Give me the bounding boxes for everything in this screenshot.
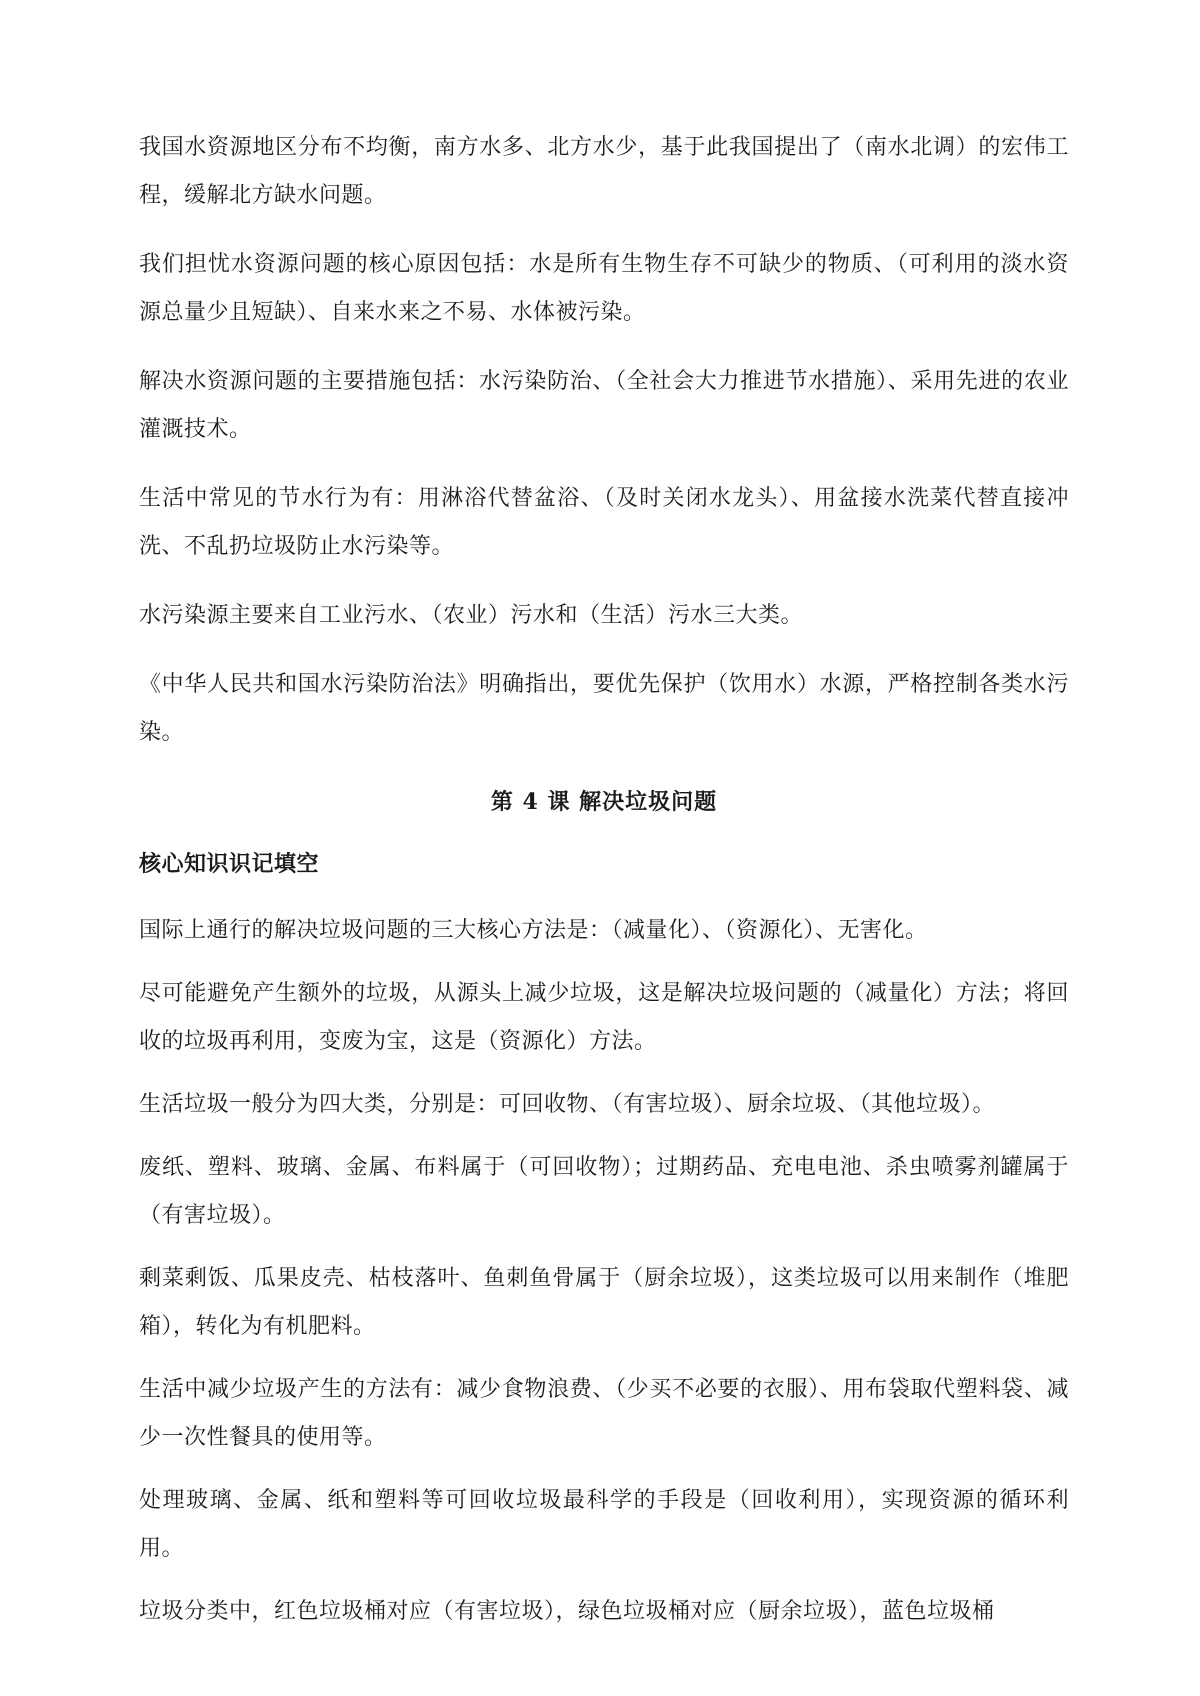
paragraph-water-measures: 解决水资源问题的主要措施包括：水污染防治、（全社会大力推进节水措施）、采用先进的农业灌溉技术。 [139,369,1069,442]
paragraph-reduce-waste: 生活中减少垃圾产生的方法有：减少食物浪费、（少买不必要的衣服）、用布袋取代塑料袋、减少一次性餐具的使用等。 [139,1377,1069,1450]
paragraph-pollution-law: 《中华人民共和国水污染防治法》明确指出，要优先保护（饮用水）水源，严格控制各类水污染。 [139,672,1069,745]
paragraph-bin-colors: 垃圾分类中，红色垃圾桶对应（有害垃圾），绿色垃圾桶对应（厨余垃圾），蓝色垃圾桶 [139,1599,995,1624]
paragraph-water-concern: 我们担忧水资源问题的核心原因包括：水是所有生物生存不可缺少的物质、（可利用的淡水资源总量少且短缺）、自来水来之不易、水体被污染。 [139,252,1069,325]
page-content [139,124,1069,1651]
section-heading: 核心知识识记填空 [139,851,320,877]
paragraph-recycling: 处理玻璃、金属、纸和塑料等可回收垃圾最科学的手段是（回收利用），实现资源的循环利用。 [139,1488,1069,1561]
paragraph-kitchen-waste: 剩菜剩饭、瓜果皮壳、枯枝落叶、鱼刺鱼骨属于（厨余垃圾），这类垃圾可以用来制作（堆肥箱），转化为有机肥料。 [139,1266,1069,1339]
paragraph-recyclable-hazardous: 废纸、塑料、玻璃、金属、布料属于（可回收物）；过期药品、充电电池、杀虫喷雾剂罐属于（有害垃圾）。 [139,1155,1069,1228]
paragraph-three-methods: 国际上通行的解决垃圾问题的三大核心方法是：（减量化）、（资源化）、无害化。 [139,918,928,943]
lesson-title: 第 4 课 解决垃圾问题 [490,789,718,815]
paragraph-water-saving: 生活中常见的节水行为有：用淋浴代替盆浴、（及时关闭水龙头）、用盆接水洗菜代替直接冲洗、不乱扔垃圾防止水污染等。 [139,486,1069,559]
paragraph-pollution-sources: 水污染源主要来自工业污水、（农业）污水和（生活）污水三大类。 [139,603,804,628]
paragraph-water-distribution: 我国水资源地区分布不均衡，南方水多、北方水少，基于此我国提出了（南水北调）的宏伟工程，缓解北方缺水问题。 [139,135,1069,208]
paragraph-four-categories: 生活垃圾一般分为四大类，分别是：可回收物、（有害垃圾）、厨余垃圾、（其他垃圾）。 [139,1092,996,1117]
paragraph-reduction-resource: 尽可能避免产生额外的垃圾，从源头上减少垃圾，这是解决垃圾问题的（减量化）方法；将回收的垃圾再利用，变废为宝，这是（资源化）方法。 [139,981,1069,1054]
